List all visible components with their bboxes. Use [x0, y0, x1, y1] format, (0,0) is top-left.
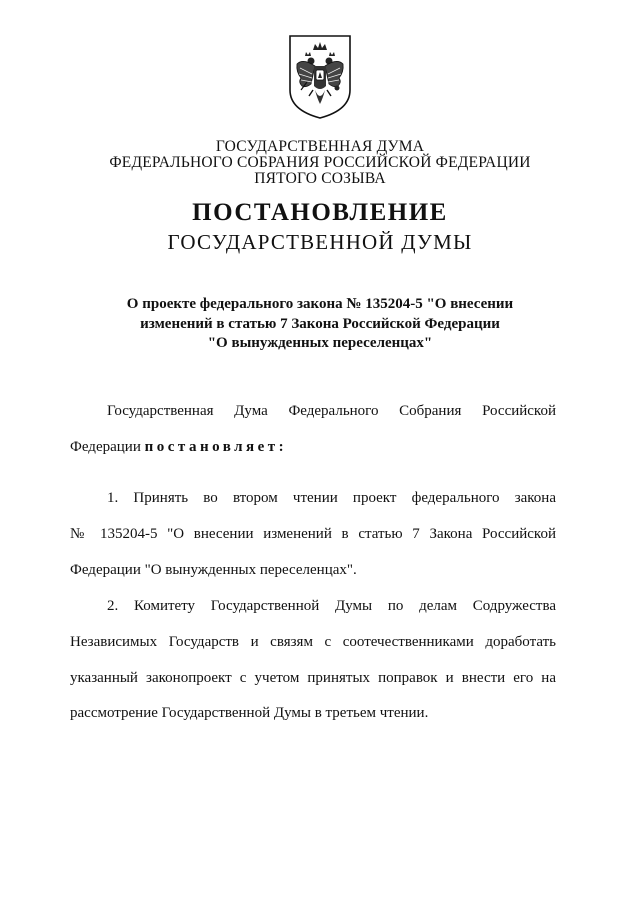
org-name-line2: ФЕДЕРАЛЬНОГО СОБРАНИЯ РОССИЙСКОЙ ФЕДЕРАЦИИ	[109, 154, 531, 171]
emblem-legs	[309, 90, 331, 96]
preamble-line1: Государственная Дума Федерального Собрания Российской	[107, 403, 556, 419]
subject-line2: изменений в статью 7 Закона Российской Федерации	[140, 316, 500, 332]
item2-line1: 2. Комитету Государственной Думы по делам Содружества	[107, 598, 556, 614]
emblem-crown-large	[313, 42, 327, 50]
item1-line3: Федерации "О вынужденных переселенцах".	[70, 562, 357, 578]
convocation-line: ПЯТОГО СОЗЫВА	[254, 170, 386, 187]
subject-line3: "О вынужденных переселенцах"	[207, 335, 433, 351]
preamble-line2	[70, 437, 556, 457]
emblem-crown-left	[305, 52, 311, 56]
resolves-keyword: постановляет:	[144, 439, 288, 455]
emblem-orb	[335, 86, 340, 91]
item2-line2: Независимых Государств и связям с соотечественниками доработать	[70, 634, 556, 650]
item2-line3: указанный законопроект с учетом принятых поправок и внести его на	[70, 670, 556, 686]
document-type-title: ПОСТАНОВЛЕНИЕ	[192, 199, 448, 226]
preamble-line2-start: Федерации	[70, 439, 141, 455]
item1-line1: 1. Принять во втором чтении проект федерального закона	[107, 490, 556, 506]
item2-line4: рассмотрение Государственной Думы в третьем чтении.	[70, 705, 429, 721]
subject-line1: О проекте федерального закона № 135204-5 "О внесении	[126, 296, 514, 312]
emblem-tail	[315, 90, 325, 104]
item1-line2: № 135204-5 "О внесении изменений в статью 7 Закона Российской	[70, 526, 556, 542]
document-subtitle: ГОСУДАРСТВЕННОЙ ДУМЫ	[167, 230, 473, 254]
emblem-crown-right	[329, 52, 335, 56]
org-name-line1: ГОСУДАРСТВЕННАЯ ДУМА	[215, 138, 425, 155]
coat-of-arms-icon	[287, 34, 353, 120]
